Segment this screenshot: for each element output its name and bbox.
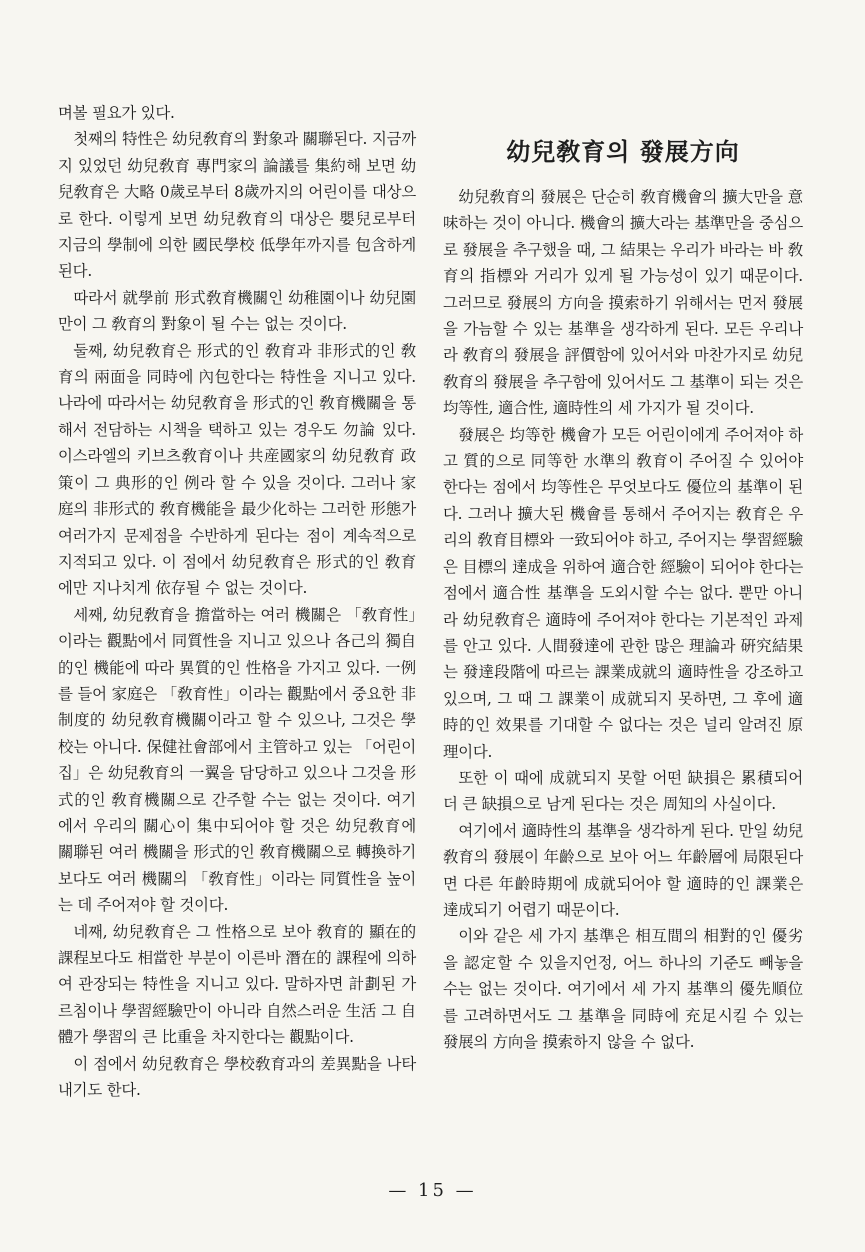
left-paragraph-2: 첫째의 特性은 幼兒敎育의 對象과 關聯된다. 지금까지 있었던 幼兒敎育 專門家의 論議를 集約해 보면 幼兒敎育은 大略 0歲로부터 8歲까지의 어린이를 대상으로 한다. 이렇게 보면 幼兒敎育의 대상은 嬰兒로부터 지금의 學制에 의한 國民學校 低學年까지를 包含하게 된다. [58, 130, 416, 281]
page-number: — 15 — [388, 1180, 477, 1201]
left-paragraph-6: 네째, 幼兒敎育은 그 性格으로 보아 敎育的 顯在的 課程보다도 相當한 부분이 이른바 潛在的 課程에 의하여 관장되는 特性을 지니고 있다. 말하자면 計劃된 가르침이나 學習經驗만이 아니라 自然스러운 生活 그 自體가 學習의 큰 比重을 차지한다는 觀點이다. [58, 922, 416, 1047]
left-paragraph-1: 며볼 필요가 있다. [58, 104, 175, 122]
left-column [58, 100, 416, 1103]
section-heading: 幼兒敎育의 發展方向 [506, 137, 740, 166]
left-paragraph-3: 따라서 就學前 形式敎育機關인 幼稚園이나 幼兒園만이 그 敎育의 對象이 될 수는 없는 것이다. [58, 288, 416, 334]
left-paragraph-4: 둘째, 幼兒敎育은 形式的인 敎育과 非形式的인 敎育의 兩面을 同時에 內包한다는 特性을 지니고 있다. 나라에 따라서는 幼兒敎育을 形式的인 敎育機關을 통해서 전담하는 시책을 택하고 있는 경우도 勿論 있다. 이스라엘의 키브츠敎育이나 共産國家의 幼兒敎育 政策이 그 典形的인 例라 할 수 있을 것이다. 그러나 家庭의 非形式的 敎育機能을 最少化하는 그러한 形態가 여러가지 문제점을 수반하게 된다는 점이 계속적으로 지적되고 있다. 이 점에서 幼兒敎育은 形式的인 敎育에만 지나치게 依存될 수 없는 것이다. [58, 341, 416, 598]
right-column [443, 184, 803, 1055]
left-paragraph-5: 세째, 幼兒敎育을 擔當하는 여러 機關은 「敎育性」이라는 觀點에서 同質性을 지니고 있으나 各己의 獨自的인 機能에 따라 異質的인 性格을 가지고 있다. 一例를 들어 家庭은 「敎育性」이라는 觀點에서 중요한 非制度的 幼兒敎育機關이라고 할 수 있으나, 그것은 學校는 아니다. 保健社會部에서 主管하고 있는 「어린이집」은 幼兒敎育의 一翼을 담당하고 있으나 그것을 形式的인 敎育機關으로 간주할 수는 없는 것이다. 여기에서 우리의 關心이 集中되어야 할 것은 幼兒敎育에 關聯된 여러 機關을 形式的인 敎育機關으로 轉換하기보다도 여러 機關의 「敎育性」이라는 同質性을 높이는 데 주어져야 할 것이다. [58, 605, 416, 915]
right-paragraph-3: 또한 이 때에 成就되지 못할 어떤 缺損은 累積되어 더 큰 缺損으로 남게 된다는 것은 周知의 사실이다. [443, 768, 803, 814]
right-paragraph-2: 發展은 均等한 機會가 모든 어린이에게 주어져야 하고 質的으로 同等한 水準의 敎育이 주어질 수 있어야 한다는 점에서 均等性은 무엇보다도 優位의 基準이 된다. 그러나 擴大된 機會를 통해서 주어지는 敎育은 우리의 敎育目標와 一致되어야 하고, 주어지는 學習經驗은 目標의 達成을 위하여 適合한 經驗이 되어야 한다는 점에서 適合性 基準을 도외시할 수는 없다. 뿐만 아니라 幼兒敎育은 適時에 주어져야 한다는 기본적인 과제를 안고 있다. 人間發達에 관한 많은 理論과 硏究結果는 發達段階에 따르는 課業成就의 適時性을 강조하고 있으며, 그 때 그 課業이 成就되지 못하면, 그 후에 適時的인 效果를 기대할 수 없다는 것은 널리 알려진 原理이다. [443, 425, 803, 761]
right-paragraph-1: 幼兒敎育의 發展은 단순히 敎育機會의 擴大만을 意味하는 것이 아니다. 機會의 擴大라는 基準만을 중심으로 發展을 추구했을 때, 그 結果는 우리가 바라는 바 敎育의 指標와 거리가 있게 될 가능성이 있기 때문이다. 그러므로 發展의 方向을 摸索하기 위해서는 먼저 發展을 가늠할 수 있는 基準을 생각하게 된다. 모든 우리나라 敎育의 發展을 評價함에 있어서와 마찬가지로 幼兒敎育의 發展을 추구함에 있어서도 그 基準이 되는 것은 均等性, 適合性, 適時性의 세 가지가 될 것이다. [443, 188, 803, 418]
right-paragraph-4: 여기에서 適時性의 基準을 생각하게 된다. 만일 幼兒敎育의 發展이 年齡으로 보아 어느 年齡層에 局限된다면 다른 年齡時期에 成就되어야 할 適時的인 課業은 達成되기 어렵기 때문이다. [443, 821, 803, 919]
right-paragraph-5: 이와 같은 세 가지 基準은 相互間의 相對的인 優劣을 認定할 수 있을지언정, 어느 하나의 기준도 빼놓을 수는 없는 것이다. 여기에서 세 가지 基準의 優先順位를 고려하면서도 그 基準을 同時에 充足시킬 수 있는 發展의 方向을 摸索하지 않을 수 없다. [443, 927, 803, 1051]
left-paragraph-7: 이 점에서 幼兒敎育은 學校敎育과의 差異點을 나타내기도 한다. [58, 1054, 416, 1100]
